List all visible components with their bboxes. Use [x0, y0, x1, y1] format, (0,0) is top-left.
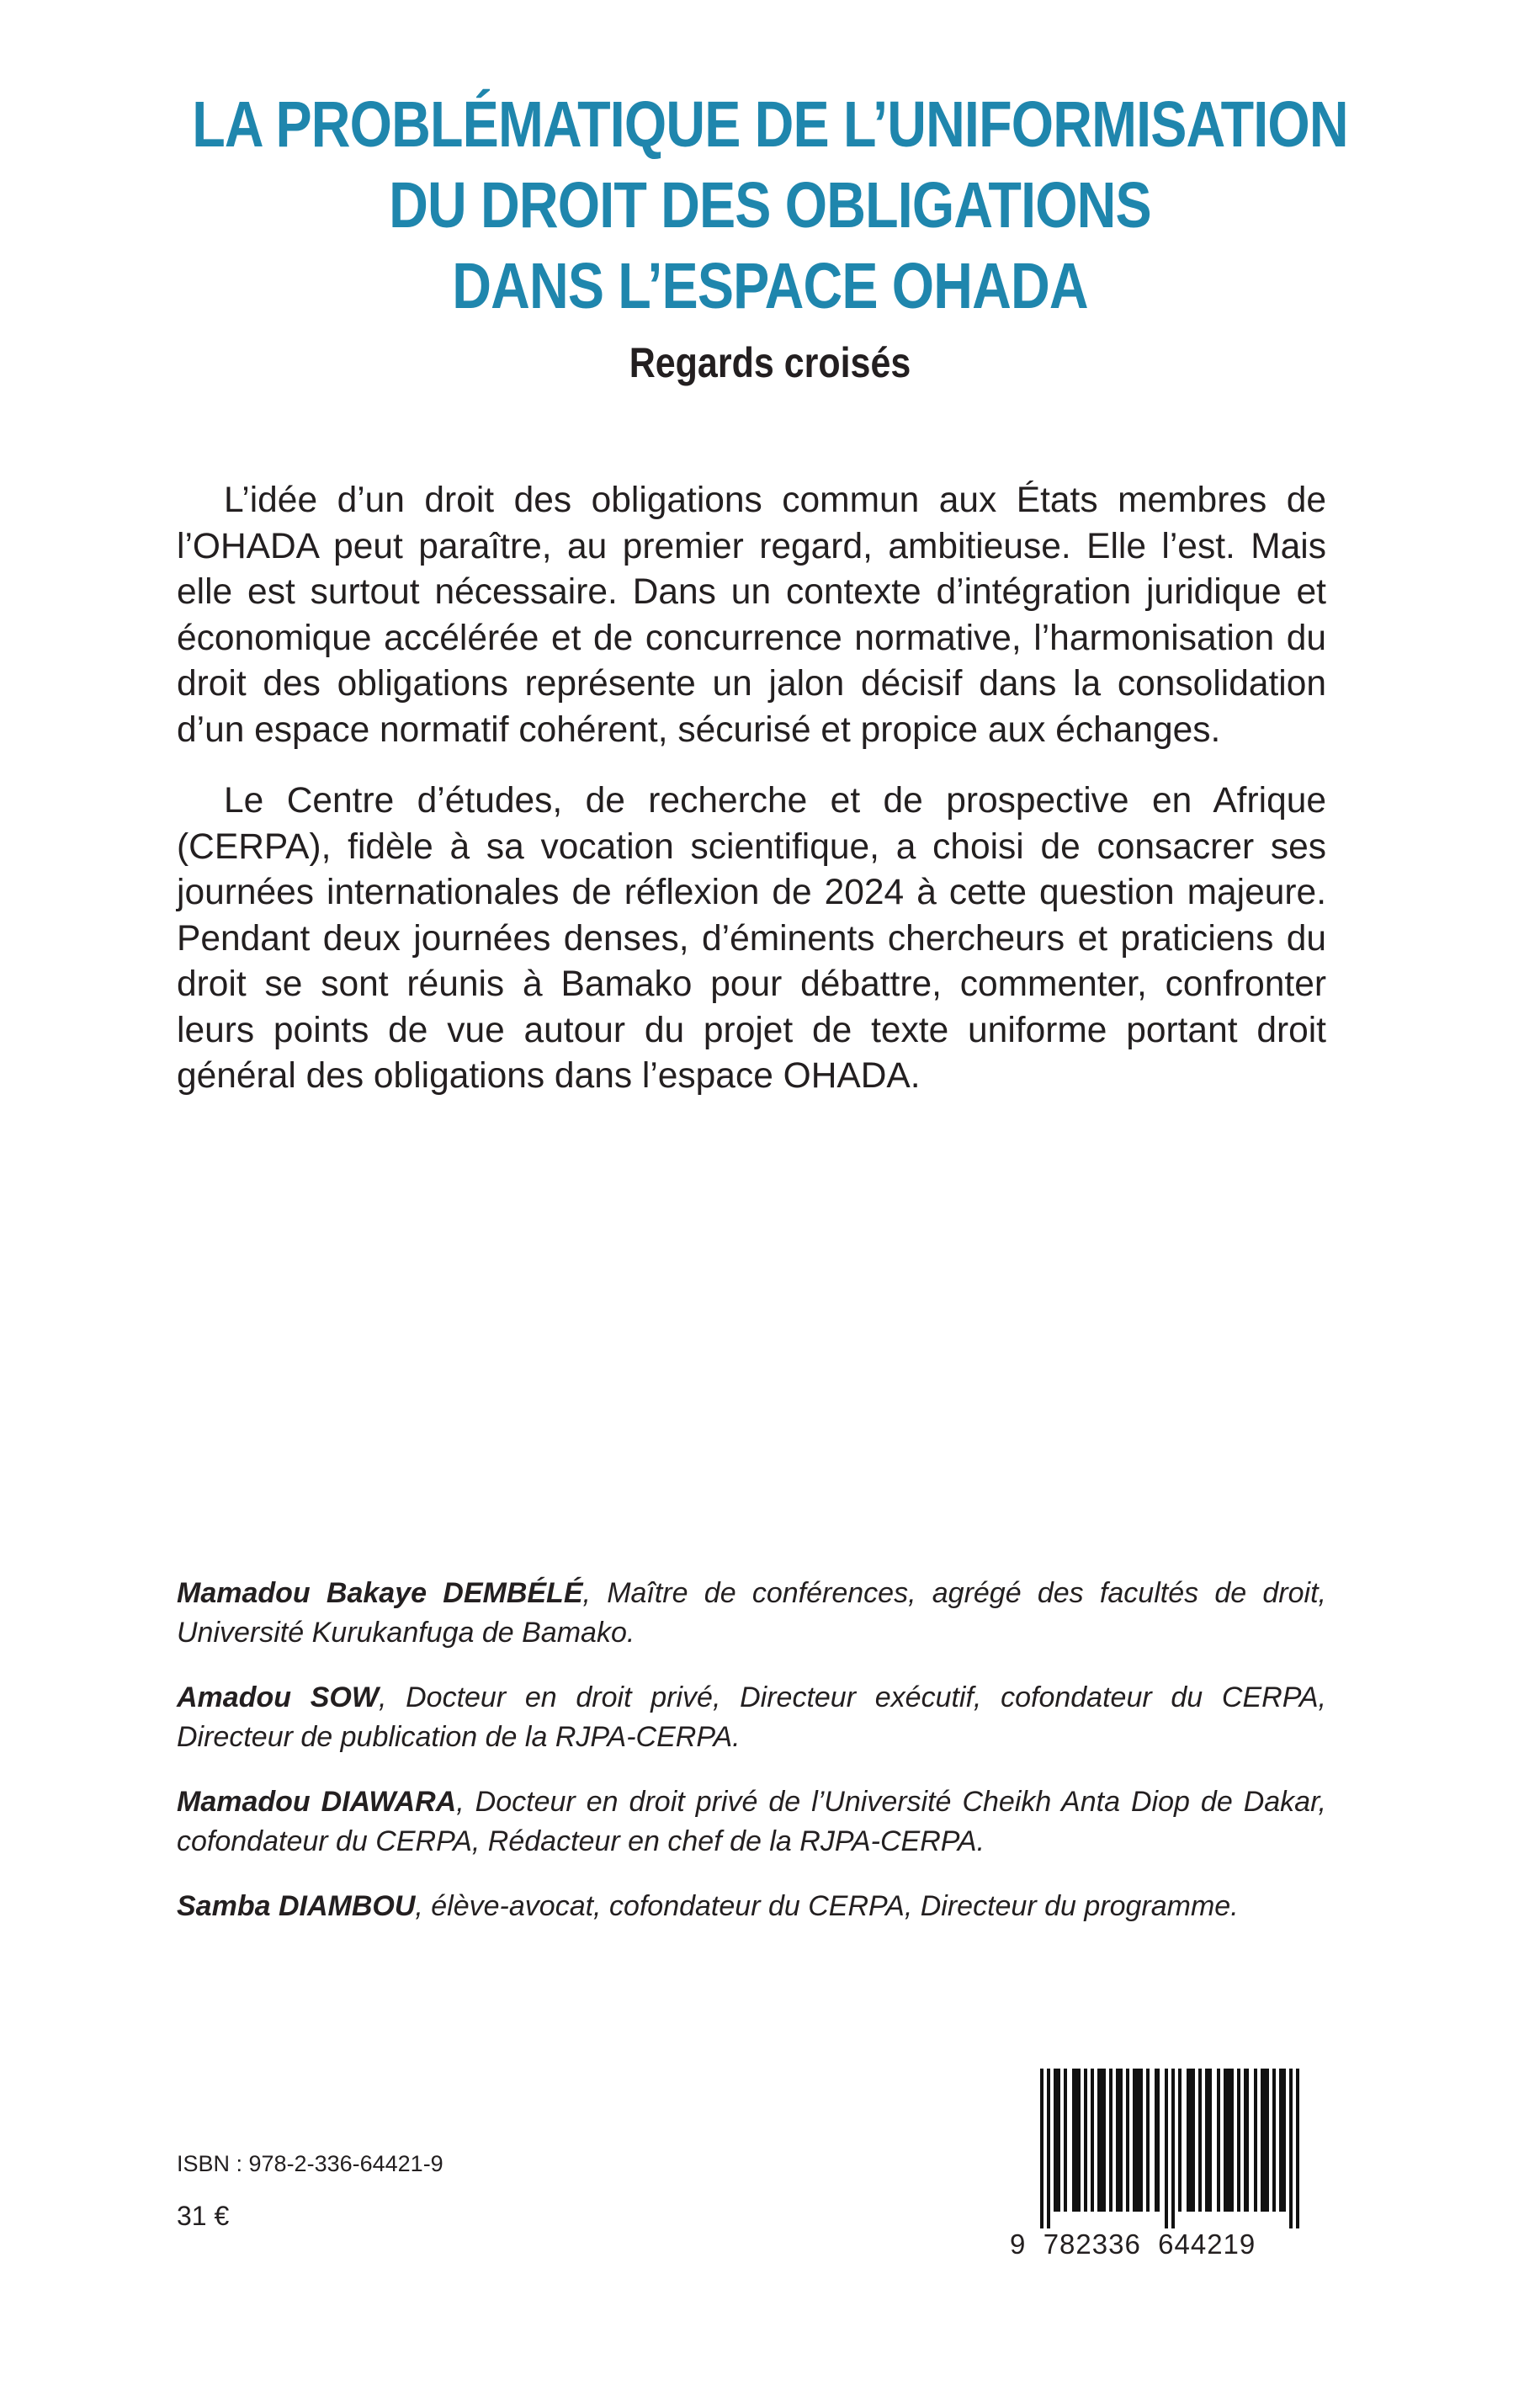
- author-entry: [177, 1782, 1326, 1862]
- author-name: Amadou SOW: [177, 1681, 379, 1713]
- blurb-paragraph-1: L’idée d’un droit des obligations commun aux États membres de l’OHADA peut paraître, au premier regard, ambitieuse. Elle l’est. Mais elle est surtout nécessaire. Dans un contexte d’intégration juridique et économique accélérée et de concurrence normative, l’harmonisation du droit des obligations représente un jalon décisif dans la consolidation d’un espace normatif cohérent, sécurisé et propice aux échanges.: [177, 481, 1326, 750]
- author-name: Mamadou DIAWARA: [177, 1786, 457, 1818]
- isbn-label: ISBN : 978-2-336-64421-9: [177, 2151, 443, 2176]
- title-block: [0, 84, 1540, 387]
- title-line-2: DU DROIT DES OBLIGATIONS: [389, 169, 1151, 242]
- barcode: [1010, 2069, 1330, 2271]
- author-desc: , élève-avocat, cofondateur du CERPA, Directeur du programme.: [415, 1890, 1239, 1922]
- blurb-paragraph-2: Le Centre d’études, de recherche et de prospective en Afrique (CERPA), fidèle à sa vocation scientifique, a choisi de consacrer ses journées internationales de réflexion de 2024 à cette question majeure. Pendant deux journées denses, d’éminents chercheurs et praticiens du droit se sont réunis à Bamako pour débattre, commenter, confronter leurs points de vue autour du projet de texte uniforme portant droit général des obligations dans l’espace OHADA.: [177, 781, 1326, 1096]
- blurb: [177, 478, 1326, 1125]
- author-entry: [177, 1678, 1326, 1757]
- subtitle: Regards croisés: [629, 339, 911, 386]
- title-line-3: DANS L’ESPACE OHADA: [452, 250, 1088, 322]
- author-list: [177, 1574, 1326, 1952]
- author-desc: , Docteur en droit privé de l’Université Cheikh Anta Diop de Dakar, cofondateur du CERPA, Rédacteur en chef de la RJPA-CERPA.: [177, 1786, 1326, 1857]
- barcode-number: 9 782336 644219: [1010, 2228, 1256, 2260]
- author-entry: [177, 1887, 1326, 1926]
- price-label: 31 €: [177, 2201, 230, 2231]
- author-desc: , Maître de conférences, agrégé des facultés de droit, Université Kurukanfuga de Bamako.: [177, 1577, 1326, 1649]
- author-desc: , Docteur en droit privé, Directeur exécutif, cofondateur du CERPA, Directeur de publication de la RJPA-CERPA.: [177, 1681, 1326, 1753]
- author-entry: [177, 1574, 1326, 1653]
- barcode-bars-icon: [1037, 2069, 1306, 2228]
- title-line-1: LA PROBLÉMATIQUE DE L’UNIFORMISATION: [192, 88, 1348, 161]
- author-name: Mamadou Bakaye DEMBÉLÉ: [177, 1577, 583, 1609]
- author-name: Samba DIAMBOU: [177, 1890, 416, 1922]
